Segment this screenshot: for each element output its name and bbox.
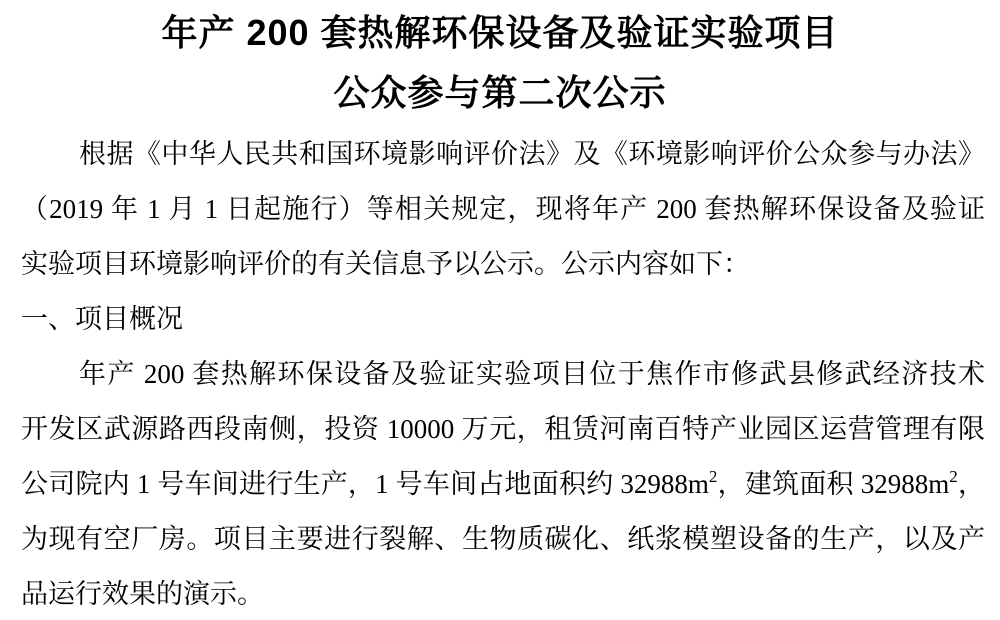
intro-paragraph-line-2: （2019 年 1 月 1 日起施行）等相关规定，现将年产 200 套热解环保设备及验证 xyxy=(21,194,985,224)
square-meter-superscript-2: 2 xyxy=(949,467,958,486)
section-1-paragraph-line-3 xyxy=(21,457,985,512)
section-1-paragraph-line-5: 品运行效果的演示。 xyxy=(21,579,264,609)
section-1-heading: 一、项目概况 xyxy=(21,304,183,334)
section-1-paragraph-line-2: 开发区武源路西段南侧，投资 10000 万元，租赁河南百特产业园区运营管理有限 xyxy=(21,414,985,444)
line-3-text-segment-2: ，建筑面积 32988m xyxy=(717,469,950,499)
line-3-text-segment-1: 公司院内 1 号车间进行生产，1 号车间占地面积约 32988m xyxy=(21,469,709,499)
title-line-1: 年产 200 套热解环保设备及验证实验项目 xyxy=(161,12,839,53)
document-body xyxy=(0,127,1000,620)
section-1-paragraph-line-4: 为现有空厂房。项目主要进行裂解、生物质碳化、纸浆模塑设备的生产，以及产 xyxy=(21,524,985,554)
section-1-paragraph-line-1: 年产 200 套热解环保设备及验证实验项目位于焦作市修武县修武经济技术 xyxy=(79,359,985,389)
intro-paragraph-line-1: 根据《中华人民共和国环境影响评价法》及《环境影响评价公众参与办法》 xyxy=(79,139,985,169)
square-meter-superscript-1: 2 xyxy=(708,467,718,486)
line-3-text-segment-3: ， xyxy=(957,469,985,499)
intro-paragraph-line-3: 实验项目环境影响评价的有关信息予以公示。公示内容如下： xyxy=(21,249,750,279)
title-line-2: 公众参与第二次公示 xyxy=(333,72,667,113)
document-title xyxy=(0,0,1000,123)
